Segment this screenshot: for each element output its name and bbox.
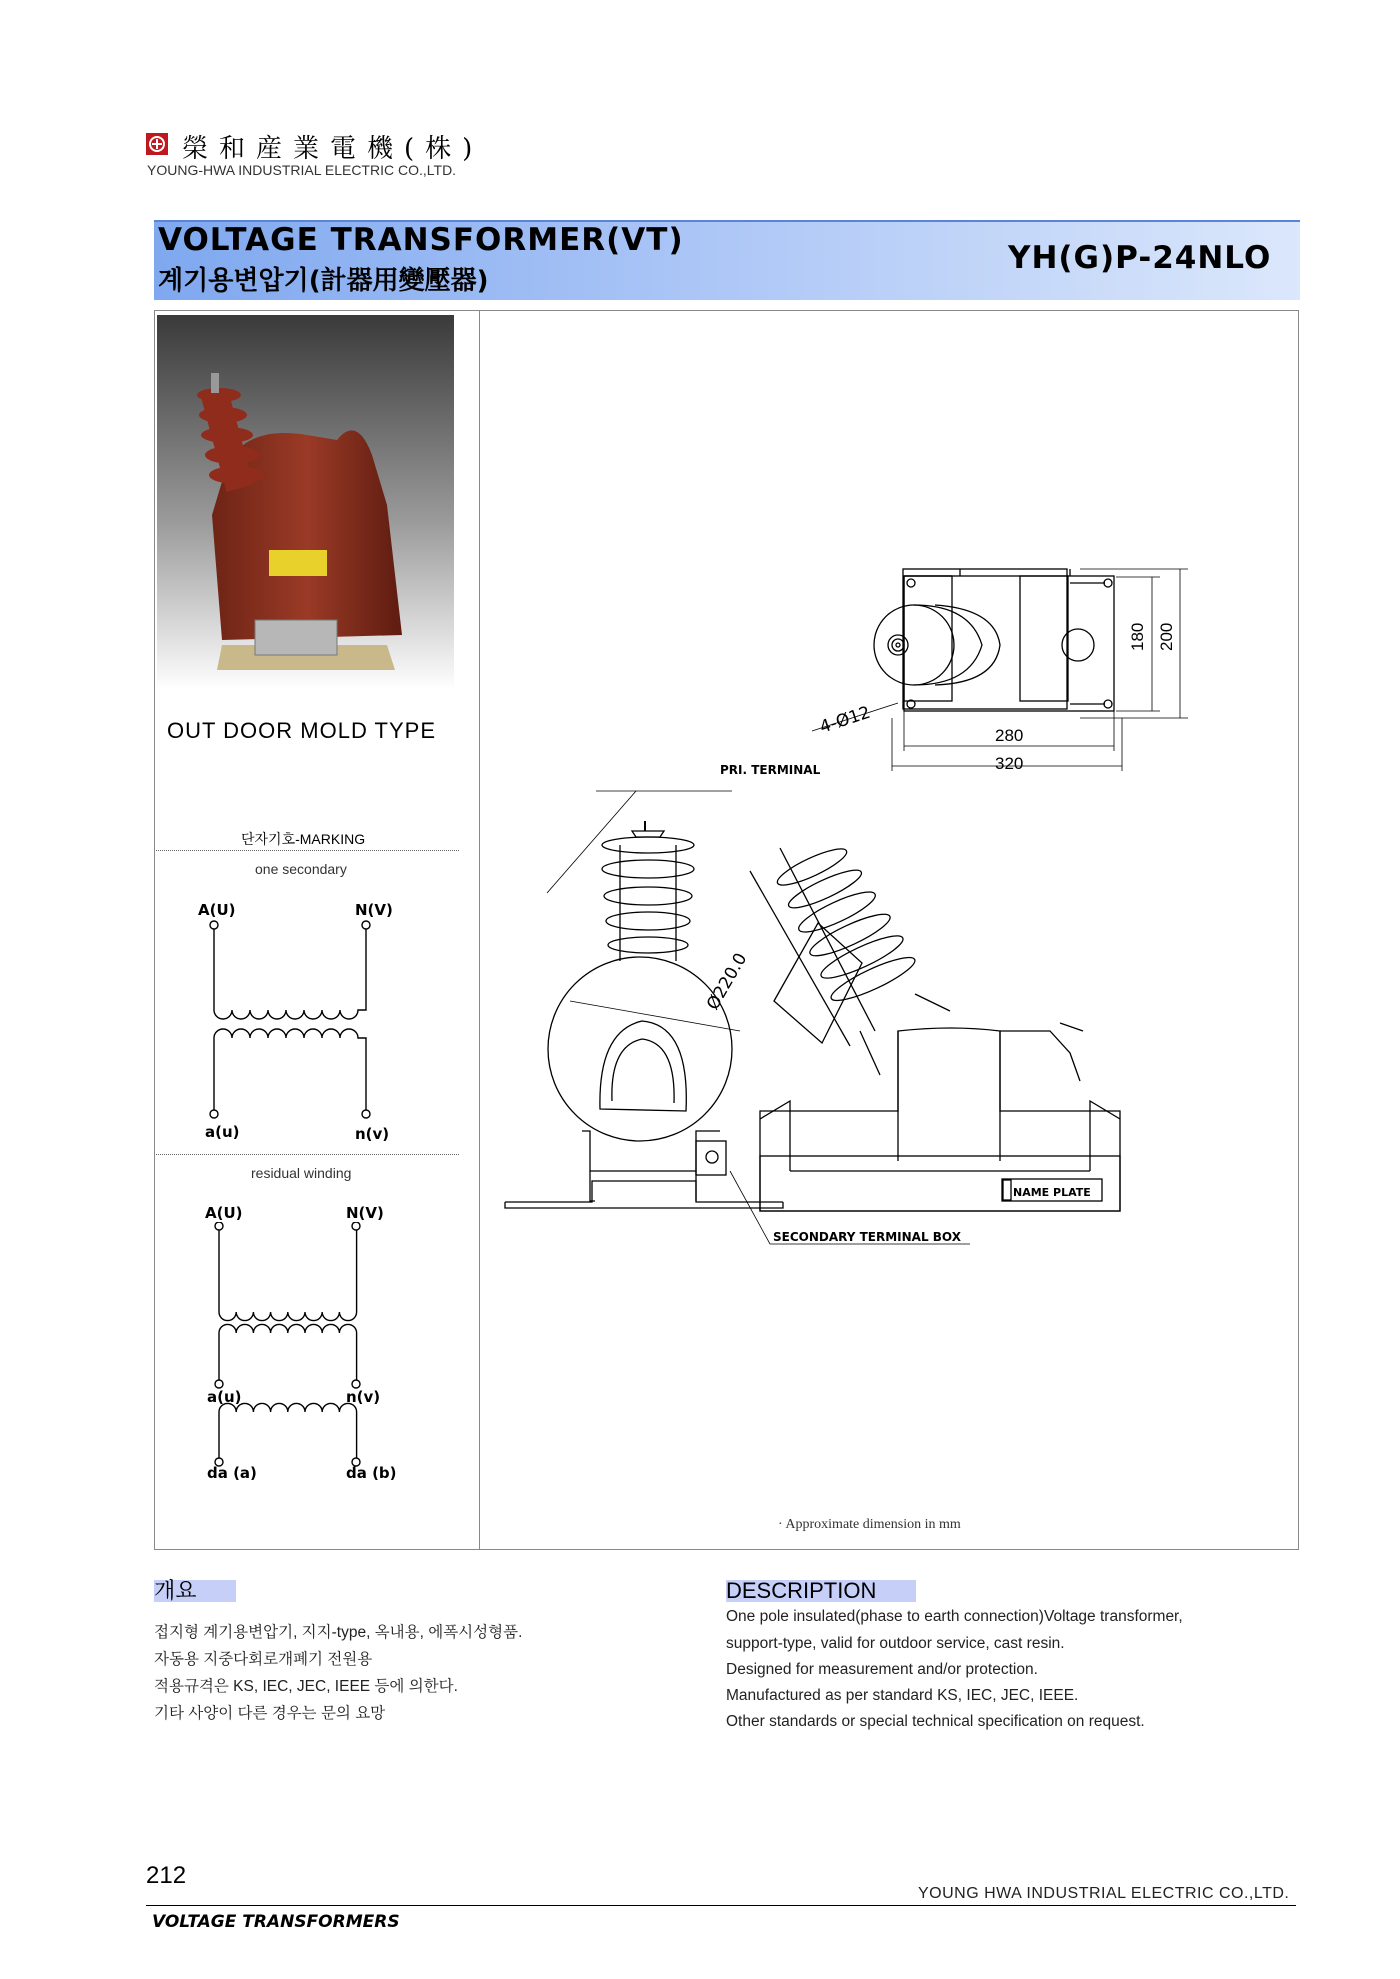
company-name-korean: 榮和産業電機(株) bbox=[182, 134, 484, 164]
residual-terminal-a-label: a(u) bbox=[207, 1388, 242, 1406]
footer-company-name: YOUNG HWA INDUSTRIAL ELECTRIC CO.,LTD. bbox=[918, 1885, 1290, 1902]
terminal-N-label: N(V) bbox=[355, 901, 393, 919]
residual-winding-diagram bbox=[205, 1222, 375, 1467]
dim-180-label: 180 bbox=[1128, 622, 1147, 651]
description-line: Designed for measurement and/or protection. bbox=[726, 1661, 1038, 1678]
dotted-divider bbox=[156, 1154, 459, 1155]
company-logo-icon bbox=[146, 133, 168, 155]
secondary-terminal-box-label: SECONDARY TERMINAL BOX bbox=[773, 1230, 961, 1244]
overview-line: 적용규격은 KS, IEC, JEC, IEEE 등에 의한다. bbox=[154, 1678, 458, 1695]
footer-rule bbox=[146, 1905, 1296, 1906]
dotted-divider bbox=[156, 850, 459, 851]
overview-line: 자동용 지중다회로개폐기 전원용 bbox=[154, 1651, 373, 1668]
terminal-A-label: A(U) bbox=[198, 901, 236, 919]
residual-winding-label: residual winding bbox=[251, 1165, 352, 1181]
page-title: VOLTAGE TRANSFORMER(VT) bbox=[158, 222, 684, 258]
description-line: Manufactured as per standard KS, IEC, JEC, IEEE. bbox=[726, 1687, 1079, 1704]
dim-280-label: 280 bbox=[995, 726, 1024, 745]
page-title-korean: 계기용변압기(計器用變壓器) bbox=[158, 266, 489, 296]
dim-320-label: 320 bbox=[995, 754, 1024, 773]
technical-drawing bbox=[480, 311, 1298, 1549]
diameter-label: Ø220.0 bbox=[703, 949, 752, 1014]
description-heading: DESCRIPTION bbox=[726, 1580, 916, 1602]
terminal-n-label: n(v) bbox=[355, 1125, 390, 1143]
page-number: 212 bbox=[146, 1862, 187, 1889]
name-plate-label: NAME PLATE bbox=[1013, 1186, 1091, 1199]
residual-terminal-n-label: n(v) bbox=[346, 1388, 381, 1406]
overview-line: 기타 사양이 다른 경우는 문의 요망 bbox=[154, 1705, 386, 1722]
company-name-english: YOUNG-HWA INDUSTRIAL ELECTRIC CO.,LTD. bbox=[147, 162, 457, 178]
residual-terminal-da-a-label: da (a) bbox=[207, 1464, 257, 1482]
description-line: support-type, valid for outdoor service, cast resin. bbox=[726, 1635, 1065, 1652]
overview-heading: 개요 bbox=[154, 1580, 236, 1602]
residual-terminal-A-label: A(U) bbox=[205, 1204, 243, 1222]
footer-section-title: VOLTAGE TRANSFORMERS bbox=[152, 1912, 400, 1932]
residual-terminal-N-label: N(V) bbox=[346, 1204, 384, 1222]
description-line: One pole insulated(phase to earth connection)Voltage transformer, bbox=[726, 1608, 1183, 1625]
terminal-a-label: a(u) bbox=[205, 1123, 240, 1141]
holes-label: 4-Ø12 bbox=[817, 702, 873, 738]
overview-line: 접지형 계기용변압기, 지지-type, 옥내용, 에폭시성형품. bbox=[154, 1624, 523, 1641]
model-number: YH(G)P-24NLO bbox=[1008, 240, 1272, 276]
marking-title: 단자기호-MARKING bbox=[241, 831, 366, 847]
description-line: Other standards or special technical specification on request. bbox=[726, 1713, 1145, 1730]
mold-type-label: OUT DOOR MOLD TYPE bbox=[167, 718, 437, 743]
approx-dimension-note: · Approximate dimension in mm bbox=[778, 1517, 961, 1532]
residual-terminal-da-b-label: da (b) bbox=[346, 1464, 397, 1482]
one-secondary-winding-diagram bbox=[200, 920, 380, 1120]
product-photo bbox=[157, 315, 454, 690]
one-secondary-label: one secondary bbox=[255, 861, 347, 877]
dim-200-label: 200 bbox=[1157, 622, 1176, 651]
pri-terminal-label: PRI. TERMINAL bbox=[720, 763, 821, 777]
